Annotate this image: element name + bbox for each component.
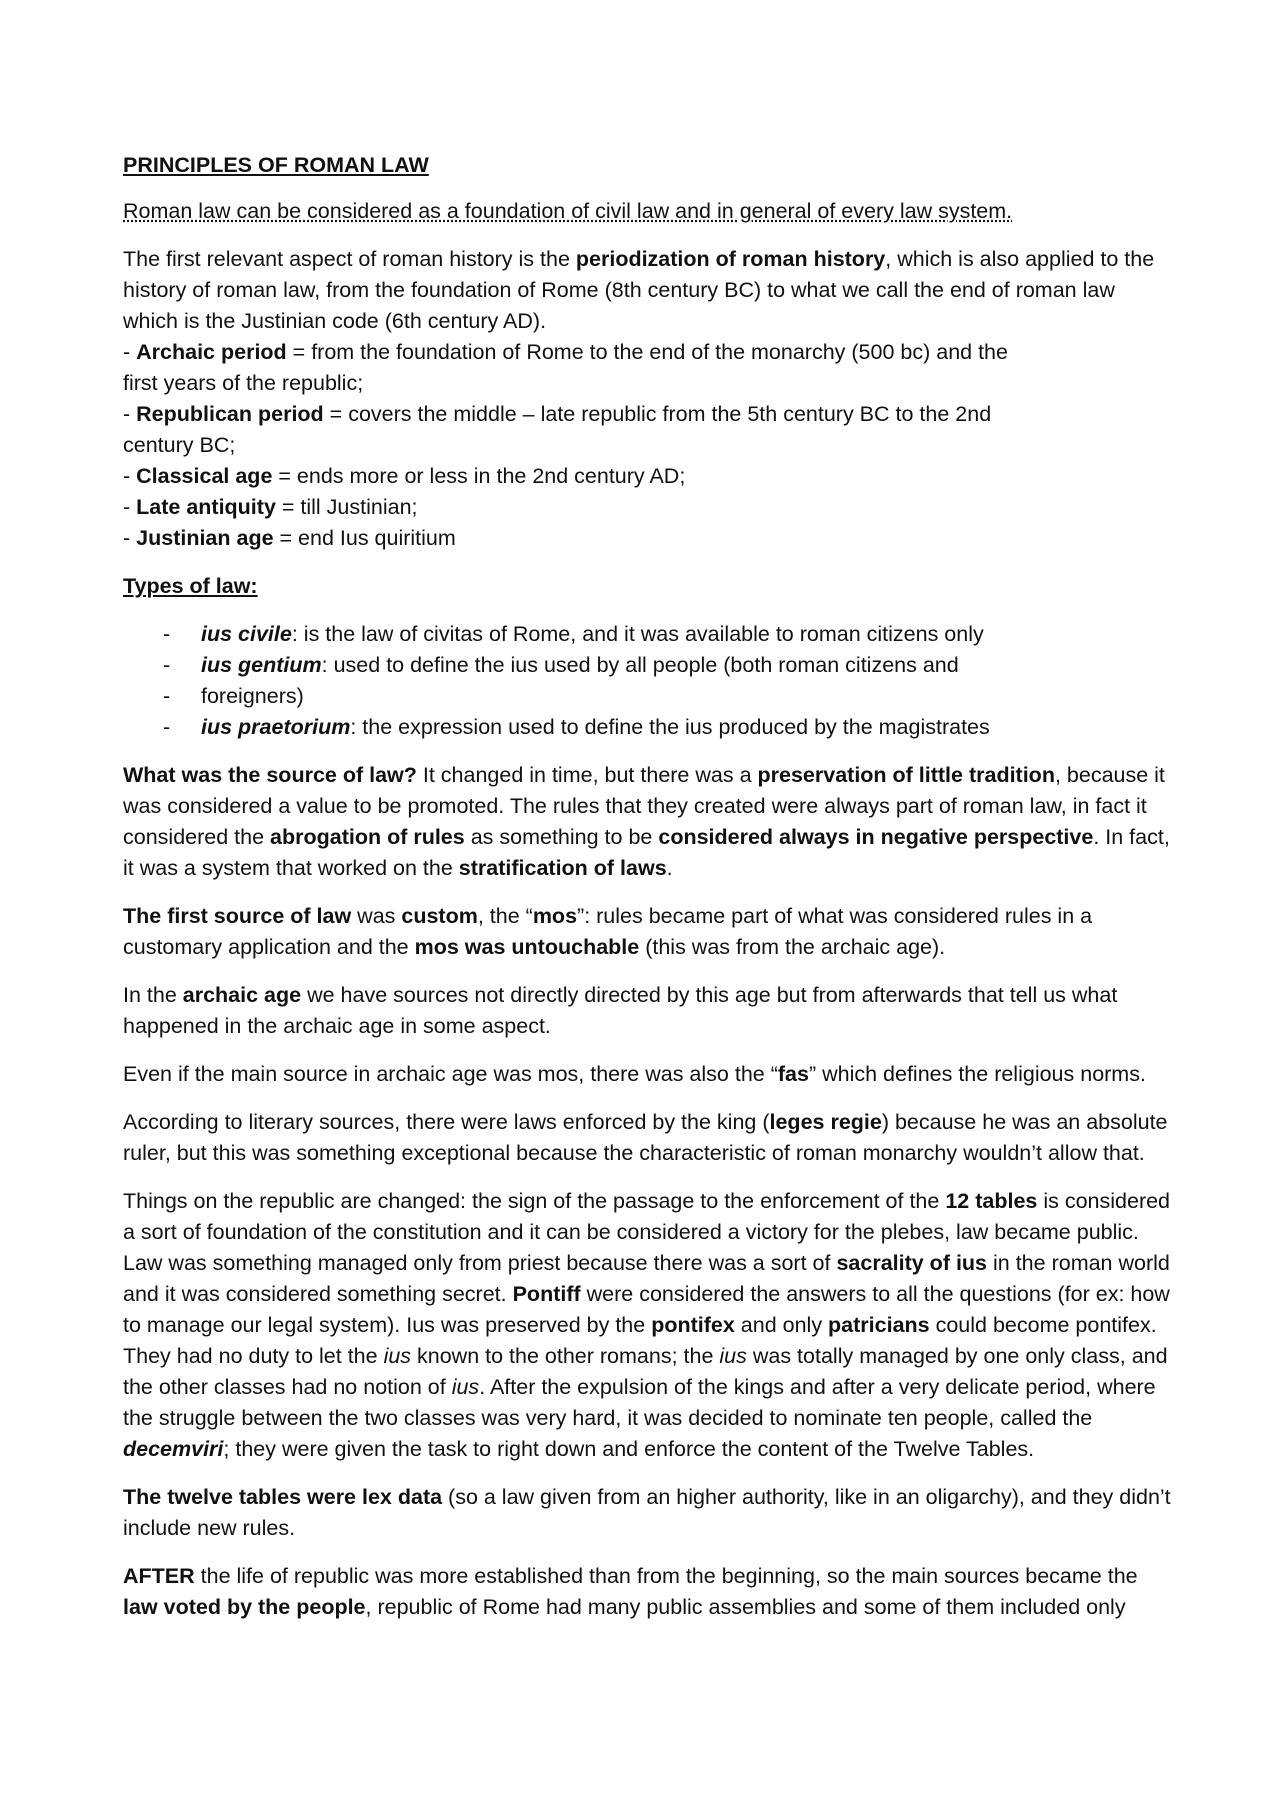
twelve-tables-paragraph: The twelve tables were lex data (so a law given from an higher authority, like in an oligarchy), and they didn’t include new rules. xyxy=(123,1485,1171,1540)
periodization-section xyxy=(123,244,1173,554)
list-item: - foreigners) xyxy=(163,684,304,708)
types-list xyxy=(123,619,1173,743)
leges-paragraph: According to literary sources, there were laws enforced by the king (leges regie) because he was an absolute ruler, but this was something exceptional because the characteristic of roman monarchy wouldn’t allow that. xyxy=(123,1110,1168,1165)
list-item: - ius civile: is the law of civitas of Rome, and it was available to roman citizens only xyxy=(163,622,984,646)
fas-paragraph: Even if the main source in archaic age was mos, there was also the “fas” which defines the religious norms. xyxy=(123,1062,1146,1086)
periodization-paragraph: The first relevant aspect of roman history is the periodization of roman history, which is also applied to the history of roman law, from the foundation of Rome (8th century BC) to what we call the end of roman law which is the Justinian code (6th century AD). xyxy=(123,247,1155,333)
period-justinian: - Justinian age = end Ius quiritium xyxy=(123,526,456,550)
source-paragraph: What was the source of law? It changed in time, but there was a preservation of little tradition, because it was considered a value to be promoted. The rules that they created were always part of roman law, in fact it considered the abrogation of rules as something to be considered always in negative perspective. In fact, it was a system that worked on the stratification of laws. xyxy=(123,763,1170,880)
period-classical: - Classical age = ends more or less in the 2nd century AD; xyxy=(123,464,686,488)
after-paragraph: AFTER the life of republic was more established than from the beginning, so the main sources became the law voted by the people, republic of Rome had many public assemblies and some of them included only xyxy=(123,1564,1138,1619)
period-archaic: - Archaic period = from the foundation of Rome to the end of the monarchy (500 bc) and the first years of the republic; xyxy=(123,340,1008,395)
document-title: PRINCIPLES OF ROMAN LAW xyxy=(123,153,429,177)
republic-paragraph: Things on the republic are changed: the sign of the passage to the enforcement of the 12 tables is considered a sort of foundation of the constitution and it can be considered a victory for the plebes, law became public. Law was something managed only from priest because there was a sort of sacrality of ius in the roman world and it was considered something secret. Pontiff were considered the answers to all the questions (for ex: how to manage our legal system). Ius was preserved by the pontifex and only patricians could become pontifex. They had no duty to let the ius known to the other romans; the ius was totally managed by one only class, and the other classes had no notion of ius. After the expulsion of the kings and after a very delicate period, where the struggle between the two classes was very hard, it was decided to nominate ten people, called the decemviri; they were given the task to right down and enforce the content of the Twelve Tables. xyxy=(123,1189,1171,1461)
period-republican: - Republican period = covers the middle – late republic from the 5th century BC to the 2nd century BC; xyxy=(123,402,992,457)
list-item: - ius praetorium: the expression used to define the ius produced by the magistrates xyxy=(163,715,990,739)
period-late-antiquity: - Late antiquity = till Justinian; xyxy=(123,495,418,519)
intro-paragraph: Roman law can be considered as a foundation of civil law and in general of every law system. xyxy=(123,199,1013,223)
document-page xyxy=(123,150,1173,1640)
custom-paragraph: The first source of law was custom, the “mos”: rules became part of what was considered rules in a customary application and the mos was untouchable (this was from the archaic age). xyxy=(123,904,1093,959)
archaic-paragraph: In the archaic age we have sources not directly directed by this age but from afterwards that tell us what happened in the archaic age in some aspect. xyxy=(123,983,1118,1038)
types-heading: Types of law: xyxy=(123,574,258,598)
list-item: - ius gentium: used to define the ius used by all people (both roman citizens and xyxy=(163,653,959,677)
